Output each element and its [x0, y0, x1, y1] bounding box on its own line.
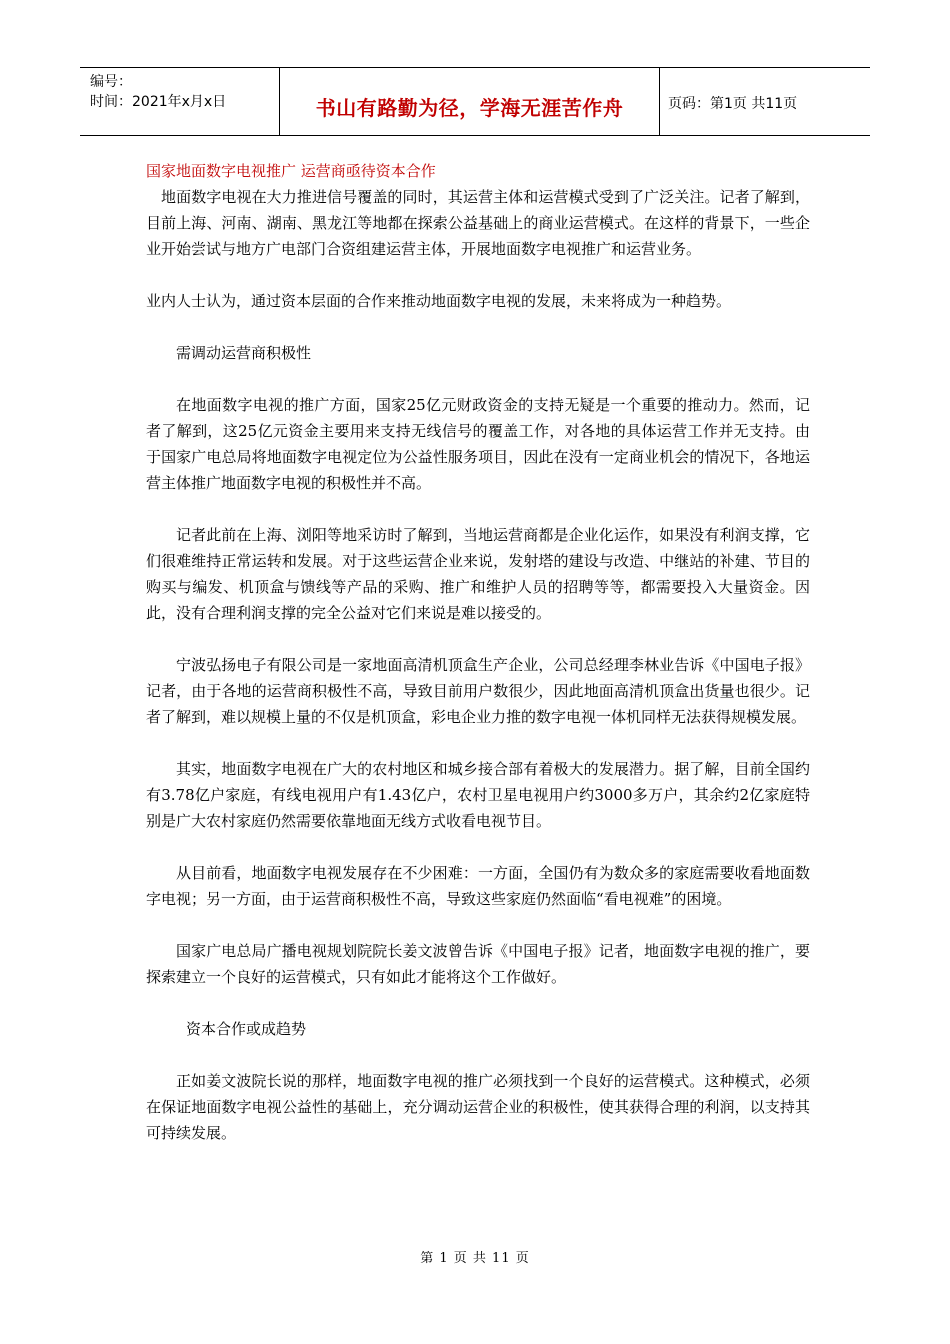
page-info: 页码：第1页 共11页 — [668, 96, 798, 112]
article — [146, 158, 810, 1146]
paragraph: 地面数字电视在大力推进信号覆盖的同时，其运营主体和运营模式受到了广泛关注。记者了解到，目前上海、河南、湖南、黑龙江等地都在探索公益基础上的商业运营模式。在这样的背景下，一些企业开始尝试与地方广电部门合资组建运营主体，开展地面数字电视推广和运营业务。 — [146, 188, 810, 258]
paragraph: 国家广电总局广播电视规划院院长姜文波曾告诉《中国电子报》记者，地面数字电视的推广，要探索建立一个良好的运营模式，只有如此才能将这个工作做好。 — [146, 942, 810, 986]
paragraph: 在地面数字电视的推广方面，国家25亿元财政资金的支持无疑是一个重要的推动力。然而，记者了解到，这25亿元资金主要用来支持无线信号的覆盖工作，对各地的具体运营工作并无支持。由于国家广电总局将地面数字电视定位为公益性服务项目，因此在没有一定商业机会的情况下，各地运营主体推广地面数字电视的积极性并不高。 — [146, 396, 810, 492]
header-left-cell — [80, 68, 280, 135]
section-heading: 资本合作或成趋势 — [186, 1020, 307, 1038]
section-heading: 需调动运营商积极性 — [176, 344, 312, 362]
paragraph: 其实，地面数字电视在广大的农村地区和城乡接合部有着极大的发展潜力。据了解，目前全国约有3.78亿户家庭，有线电视用户有1.43亿户，农村卫星电视用户约3000多万户，其余约2亿家庭特别是广大农村家庭仍然需要依靠地面无线方式收看电视节目。 — [146, 760, 810, 830]
paragraph: 记者此前在上海、浏阳等地采访时了解到，当地运营商都是企业化运作，如果没有利润支撑，它们很难维持正常运转和发展。对于这些运营企业来说，发射塔的建设与改造、中继站的补建、节目的购买与编发、机顶盒与馈线等产品的采购、推广和维护人员的招聘等等，都需要投入大量资金。因此，没有合理利润支撑的完全公益对它们来说是难以接受的。 — [146, 526, 810, 622]
paragraph: 从目前看，地面数字电视发展存在不少困难：一方面，全国仍有为数众多的家庭需要收看地面数字电视；另一方面，由于运营商积极性不高，导致这些家庭仍然面临“看电视难”的困境。 — [146, 864, 810, 908]
motto: 书山有路勤为径，学海无涯苦作舟 — [315, 96, 624, 120]
header-motto-cell — [280, 68, 660, 135]
time-label: 时间：2021年x月x日 — [90, 94, 227, 110]
header-table — [80, 67, 870, 136]
header-page-cell — [660, 68, 870, 135]
paragraph: 正如姜文波院长说的那样，地面数字电视的推广必须找到一个良好的运营模式。这种模式，必须在保证地面数字电视公益性的基础上，充分调动运营企业的积极性，使其获得合理的利润，以支持其可持续发展。 — [146, 1072, 810, 1142]
doc-number-label: 编号： — [90, 74, 132, 90]
page-footer: 第 1 页 共 11 页 — [420, 1251, 530, 1266]
article-title: 国家地面数字电视推广 运营商亟待资本合作 — [146, 162, 436, 180]
paragraph: 业内人士认为，通过资本层面的合作来推动地面数字电视的发展，未来将成为一种趋势。 — [146, 292, 732, 310]
paragraph: 宁波弘扬电子有限公司是一家地面高清机顶盒生产企业，公司总经理李林业告诉《中国电子报》记者，由于各地的运营商积极性不高，导致目前用户数很少，因此地面高清机顶盒出货量也很少。记者了解到，难以规模上量的不仅是机顶盒，彩电企业力推的数字电视一体机同样无法获得规模发展。 — [146, 656, 810, 726]
